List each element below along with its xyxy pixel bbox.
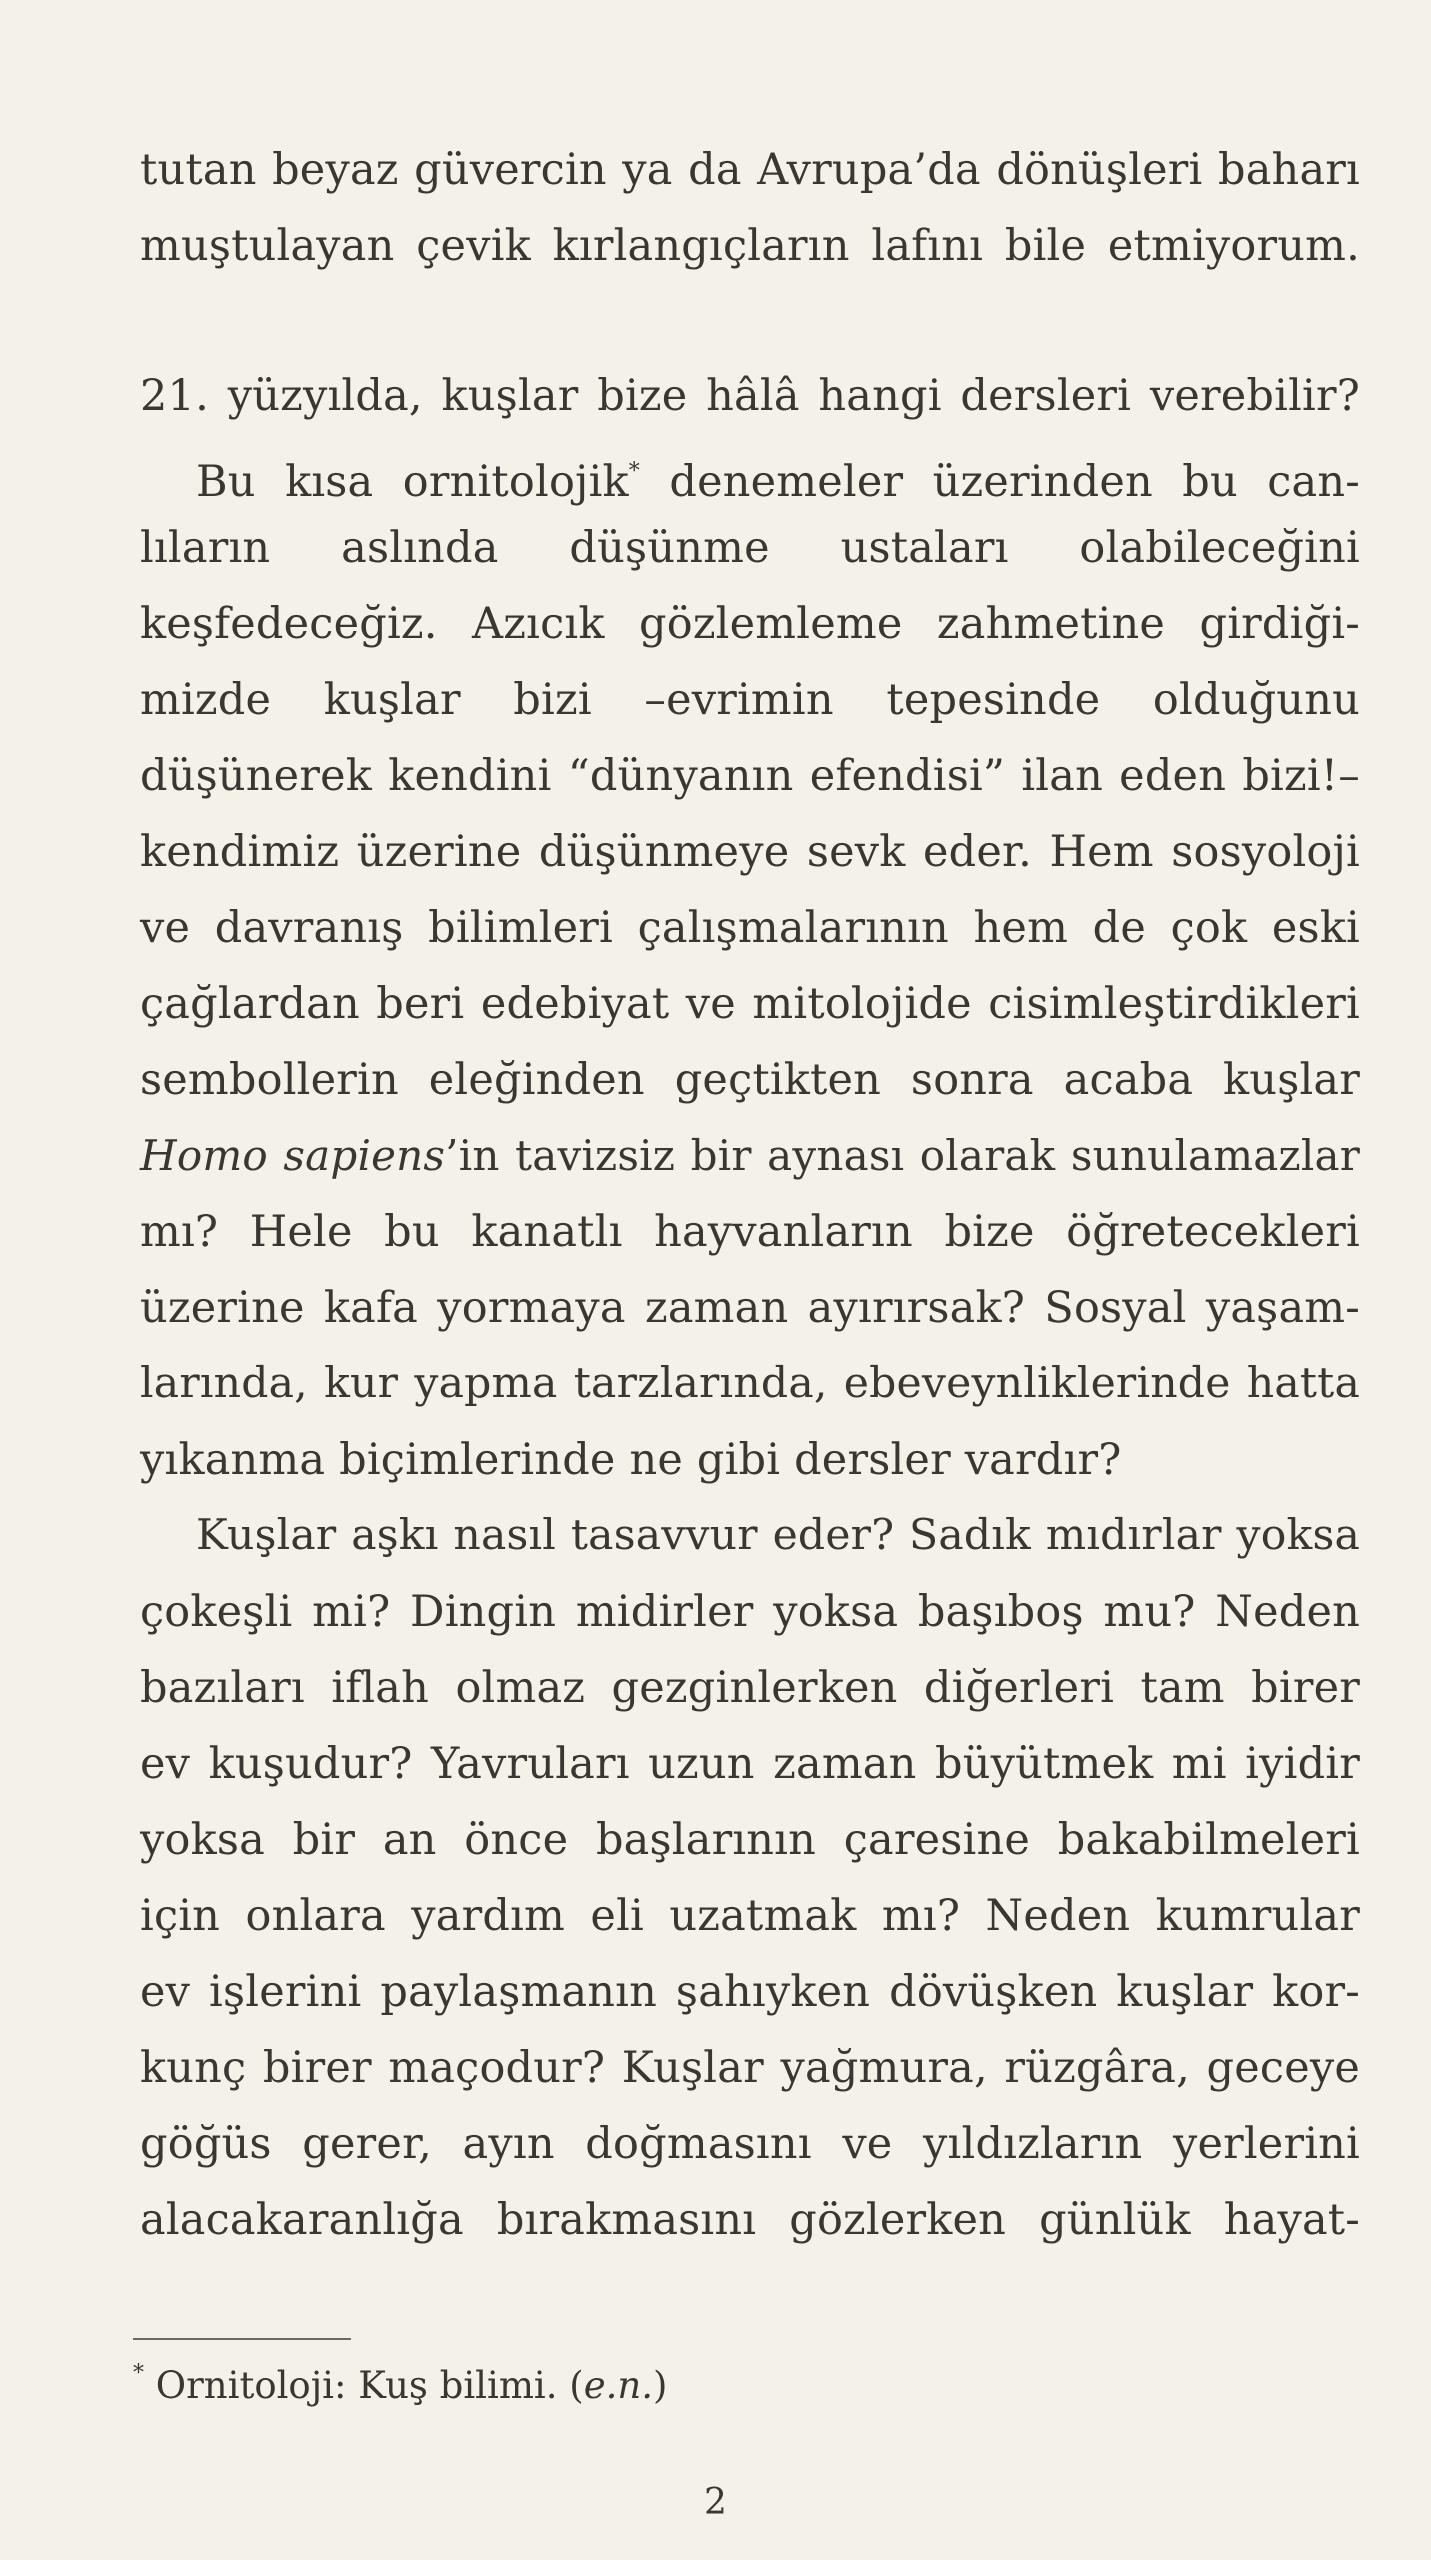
text-line: tutan beyaz güvercin ya da Avrupa’da dönüşleri baharı (140, 145, 1360, 195)
text-line: kendimiz üzerine düşünmeye sevk eder. Hem sosyoloji (140, 827, 1360, 877)
text-line: muştulayan çevik kırlangıçların lafını bile etmiyorum. (140, 221, 1360, 271)
text-line (140, 434, 1360, 510)
text-line: ev işlerini paylaşmanın şahıyken dövüşken kuşlar kor- (140, 1967, 1360, 2017)
footnote-marker: * (133, 2361, 144, 2386)
text-line: düşünerek kendini “dünyanın efendisi” ilan eden bizi!– (140, 751, 1360, 801)
text-line: 21. yüzyılda, kuşlar bize hâlâ hangi dersleri verebilir? (140, 371, 1360, 421)
text-line: çağlardan beri edebiyat ve mitolojide cisimleştirdikleri (140, 979, 1360, 1029)
footnote-divider (133, 2338, 351, 2340)
text-line: yoksa bir an önce başlarının çaresine bakabilmeleri (140, 1815, 1360, 1865)
text-fragment: Bu kısa ornitolojik (196, 457, 629, 507)
text-line: larında, kur yapma tarzlarında, ebeveynliklerinde hatta (140, 1359, 1360, 1408)
text-line: Kuşlar aşkı nasıl tasavvur eder? Sadık mıdırlar yoksa (196, 1511, 1360, 1560)
text-fragment: ’in tavizsiz bir aynası olarak sunulamazlar (445, 1131, 1360, 1180)
text-line: çokeşli mi? Dingin midirler yoksa başıboş mu? Neden (140, 1587, 1360, 1637)
text-line: kunç birer maçodur? Kuşlar yağmura, rüzgâra, geceye (140, 2043, 1360, 2093)
footnote-ref: * (628, 459, 640, 484)
text-line: mizde kuşlar bizi –evrimin tepesinde olduğunu (140, 675, 1360, 725)
footnote (133, 2346, 667, 2414)
text-line: alacakaranlığa bırakmasını gözlerken günlük hayat- (140, 2195, 1360, 2245)
text-line: göğüs gerer, ayın doğmasını ve yıldızların yerlerini (140, 2119, 1360, 2169)
text-line: bazıları iflah olmaz gezginlerken diğerleri tam birer (140, 1663, 1360, 1713)
italic-term: Homo sapiens (140, 1131, 446, 1180)
text-line: ev kuşudur? Yavruları uzun zaman büyütmek mi iyidir (140, 1739, 1360, 1789)
text-line: keşfedeceğiz. Azıcık gözlemleme zahmetine girdiği- (140, 599, 1360, 649)
footnote-close: ) (652, 2364, 668, 2407)
text-line: sembollerin eleğinden geçtikten sonra acaba kuşlar (140, 1055, 1360, 1105)
text-line: ve davranış bilimleri çalışmalarının hem de çok eski (140, 903, 1360, 953)
footnote-text: Ornitoloji: Kuş bilimi. ( (155, 2364, 584, 2407)
text-line: yıkanma biçimlerinde ne gibi dersler vardır? (140, 1435, 1122, 1485)
footnote-italic: e.n. (583, 2364, 653, 2407)
text-line: mı? Hele bu kanatlı hayvanların bize öğretecekleri (140, 1207, 1360, 1257)
page-number: 2 (704, 2482, 727, 2523)
text-fragment: denemeler üzerinden bu can- (669, 457, 1361, 507)
text-line: lıların aslında düşünme ustaları olabileceğini (140, 523, 1360, 573)
text-line: için onlara yardım eli uzatmak mı? Neden kumrular (140, 1891, 1360, 1941)
text-line: üzerine kafa yormaya zaman ayırırsak? Sosyal yaşam- (140, 1283, 1360, 1333)
text-line (140, 1118, 1360, 1194)
